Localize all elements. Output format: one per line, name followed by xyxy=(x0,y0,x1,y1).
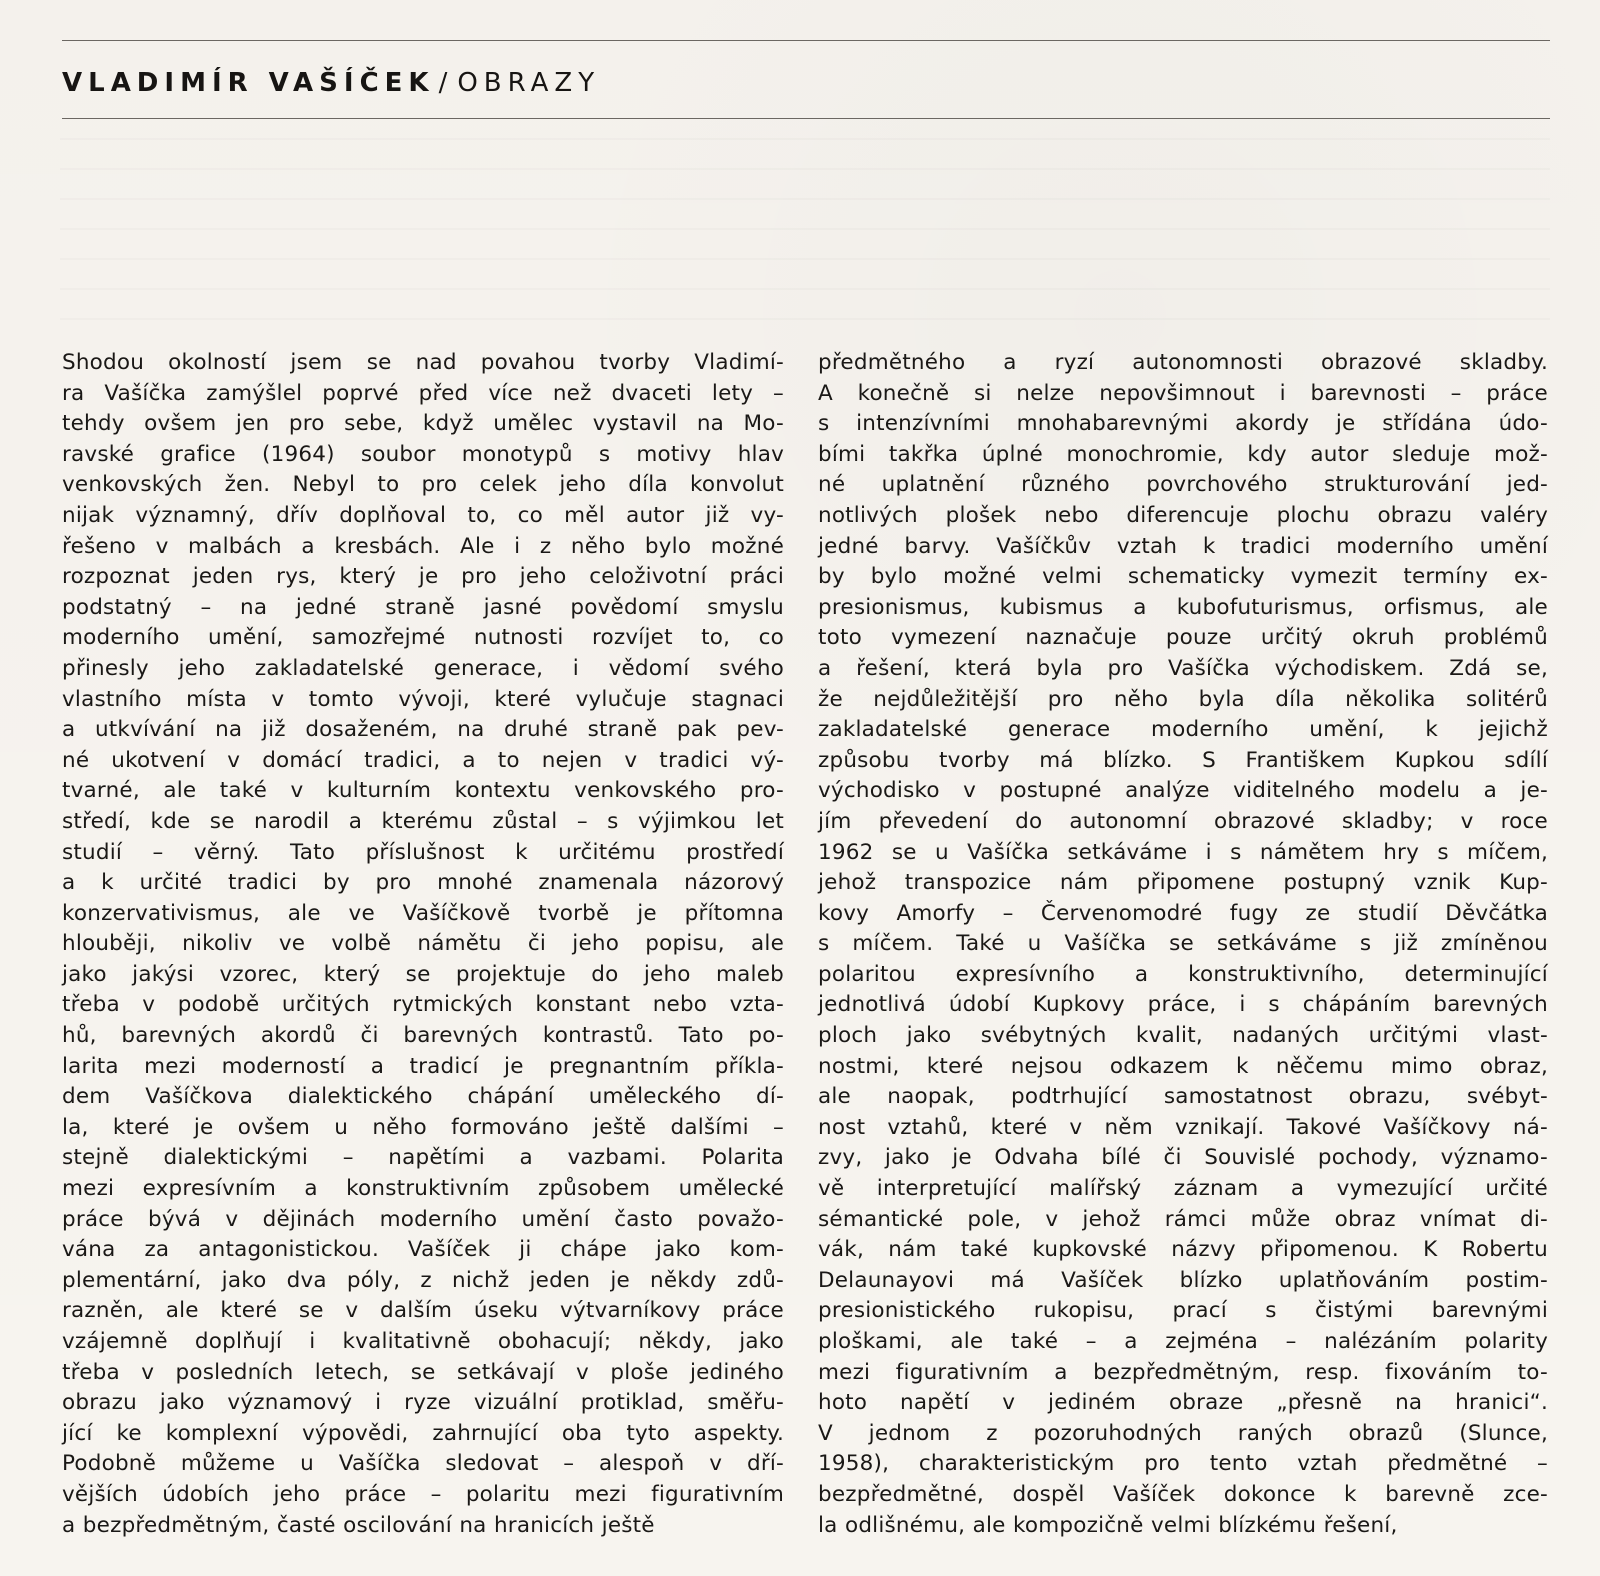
left-text-line: konzervativismus, ale ve Vašíčkově tvorbě je přítomna xyxy=(62,900,784,926)
right-text-line: ploškami, ale také – a zejména – nalézáním polarity xyxy=(818,1329,1548,1354)
right-text-line: sémantické pole, v jehož rámci může obraz vnímat di- xyxy=(818,1206,1548,1232)
left-text-line: rozpoznat jeden rys, který je pro jeho celoživotní práci xyxy=(62,564,784,590)
bleed-through-text xyxy=(60,120,1550,340)
left-text-line: třeba v podobě určitých rytmických konstant nebo vzta- xyxy=(62,992,784,1018)
left-text-line: Shodou okolností jsem se nad povahou tvorby Vladimí- xyxy=(62,350,784,375)
right-text-line: toto vymezení naznačuje pouze určitý okruh problémů xyxy=(818,625,1548,651)
header-separator: / xyxy=(438,68,448,98)
right-text-line: jehož transpozice nám připomene postupný vznik Kup- xyxy=(818,870,1548,896)
right-text-line: Delaunayovi má Vašíček blízko uplatňováním postim- xyxy=(818,1267,1548,1293)
right-text-line: notlivých plošek nebo diferencuje plochu obrazu valéry xyxy=(818,502,1548,528)
header-subject: OBRAZY xyxy=(457,68,601,98)
left-text-line: larita mezi moderností a tradicí je pregnantním příkla- xyxy=(62,1053,784,1079)
left-text-line: tvarné, ale také v kulturním kontextu venkovského pro- xyxy=(62,778,784,804)
left-text-line: jako jakýsi vzorec, který se projektuje do jeho maleb xyxy=(62,961,784,987)
right-text-line: vě interpretující malířský záznam a vymezující určité xyxy=(818,1176,1548,1202)
right-text-line: né uplatnění různého povrchového strukturování jed- xyxy=(818,472,1548,498)
right-text-line: nost vztahů, které v něm vznikají. Takové Vašíčkovy ná- xyxy=(818,1114,1548,1140)
header-bottom-rule xyxy=(62,118,1550,119)
right-text-line: s intenzívními mnohabarevnými akordy je střídána údo- xyxy=(818,411,1548,437)
left-text-line: plementární, jako dva póly, z nichž jeden je někdy zdů- xyxy=(62,1267,784,1293)
left-text-line: vlastního místa v tomto vývoji, které vylučuje stagnaci xyxy=(62,686,784,712)
left-text-line: jící ke komplexní výpovědi, zahrnující oba tyto aspekty. xyxy=(62,1420,784,1446)
right-text-line: ploch jako svébytných kvalit, nadaných určitými vlast- xyxy=(818,1023,1548,1049)
right-text-line: a řešení, která byla pro Vašíčka východiskem. Zdá se, xyxy=(818,655,1548,681)
left-text-line: vána za antagonistickou. Vašíček ji chápe jako kom- xyxy=(62,1237,784,1263)
right-text-line: jedné barvy. Vašíčkův vztah k tradici moderního umění xyxy=(818,533,1548,559)
right-text-line: bími takřka úplné monochromie, kdy autor sleduje mož- xyxy=(818,441,1548,467)
right-text-line: ale naopak, podtrhující samostatnost obrazu, svébyt- xyxy=(818,1084,1548,1110)
right-text-line: 1958), charakteristickým pro tento vztah předmětné – xyxy=(818,1451,1548,1477)
left-text-line: venkovských žen. Nebyl to pro celek jeho díla konvolut xyxy=(62,472,784,498)
right-text-line: jednotlivá údobí Kupkovy práce, i s chápáním barevných xyxy=(818,992,1548,1018)
left-text-line: hlouběji, nikoliv ve volbě námětu či jeho popisu, ale xyxy=(62,931,784,957)
right-text-line: bezpředmětné, dospěl Vašíček dokonce k barevně zce- xyxy=(818,1481,1548,1507)
running-header xyxy=(62,70,600,96)
right-text-line: 1962 se u Vašíčka setkáváme i s námětem hry s míčem, xyxy=(818,839,1548,865)
left-text-line: la, které je ovšem u něho formováno ještě dalšími – xyxy=(62,1114,784,1140)
right-text-line: V jednom z pozoruhodných raných obrazů (Slunce, xyxy=(818,1420,1548,1446)
left-text-line: obrazu jako významový i ryze vizuální protiklad, směřu- xyxy=(62,1390,784,1416)
right-text-line: jím převedení do autonomní obrazové skladby; v roce xyxy=(818,808,1548,834)
right-text-line: předmětného a ryzí autonomnosti obrazové skladby. xyxy=(818,350,1548,375)
right-text-line: hoto napětí v jediném obraze „přesně na hranici“. xyxy=(818,1390,1548,1416)
left-text-line: práce bývá v dějinách moderního umění často považo- xyxy=(62,1206,784,1232)
left-text-line: přinesly jeho zakladatelské generace, i vědomí svého xyxy=(62,655,784,681)
right-text-line: východisko v postupné analýze viditelného modelu a je- xyxy=(818,778,1548,804)
right-text-line: polaritou expresívního a konstruktivního, determinující xyxy=(818,961,1548,987)
left-text-line: třeba v posledních letech, se setkávají v ploše jediného xyxy=(62,1359,784,1385)
left-text-line: středí, kde se narodil a kterému zůstal – s výjimkou let xyxy=(62,808,784,834)
left-text-line: dem Vašíčkova dialektického chápání uměleckého dí- xyxy=(62,1084,784,1110)
left-text-line: nijak významný, dřív doplňoval to, co měl autor již vy- xyxy=(62,502,784,528)
right-text-line: s míčem. Také u Vašíčka se setkáváme s již zmíněnou xyxy=(818,931,1548,957)
header-top-rule xyxy=(62,40,1550,41)
right-text-line: způsobu tvorby má blízko. S Františkem Kupkou sdílí xyxy=(818,747,1548,773)
right-text-line: že nejdůležitější pro něho byla díla několika solitérů xyxy=(818,686,1548,712)
text-column-right xyxy=(818,348,1548,1541)
right-text-line: presionistického rukopisu, prací s čistými barevnými xyxy=(818,1298,1548,1324)
right-text-line: zvy, jako je Odvaha bílé či Souvislé pochody, významo- xyxy=(818,1145,1548,1171)
right-text-line: by bylo možné velmi schematicky vymezit termíny ex- xyxy=(818,564,1548,590)
right-text-line: mezi figurativním a bezpředmětným, resp. fixováním to- xyxy=(818,1359,1548,1385)
left-text-line: podstatný – na jedné straně jasné povědomí smyslu xyxy=(62,594,784,620)
left-text-line: řešeno v malbách a kresbách. Ale i z něho bylo možné xyxy=(62,533,784,559)
left-text-line: moderního umění, samozřejmé nutnosti rozvíjet to, co xyxy=(62,625,784,651)
left-text-line: vzájemně doplňují i kvalitativně obohacují; někdy, jako xyxy=(62,1329,784,1354)
right-text-line: presionismus, kubismus a kubofuturismus, orfismus, ale xyxy=(818,594,1548,620)
right-text-line: vák, nám také kupkovské názvy připomenou. K Robertu xyxy=(818,1237,1548,1263)
left-text-line: a bezpředmětným, časté oscilování na hranicích ještě xyxy=(62,1512,655,1538)
left-text-line: vějších údobích jeho práce – polaritu mezi figurativním xyxy=(62,1481,784,1507)
left-text-line: stejně dialektickými – napětími a vazbami. Polarita xyxy=(62,1145,784,1171)
right-text-line: zakladatelské generace moderního umění, k jejichž xyxy=(818,717,1548,743)
left-text-line: ra Vašíčka zamýšlel poprvé před více než dvaceti lety – xyxy=(62,380,784,406)
left-text-line: razněn, ale které se v dalším úseku výtvarníkovy práce xyxy=(62,1298,784,1324)
left-text-line: né ukotvení v domácí tradici, a to nejen v tradici vý- xyxy=(62,747,784,773)
left-text-line: studií – věrný. Tato příslušnost k určitému prostředí xyxy=(62,839,784,865)
left-text-line: ravské grafice (1964) soubor monotypů s motivy hlav xyxy=(62,441,784,467)
left-text-line: hů, barevných akordů či barevných kontrastů. Tato po- xyxy=(62,1023,784,1049)
author-name: VLADIMÍR VAŠÍČEK xyxy=(62,68,435,98)
right-text-line: nostmi, které nejsou odkazem k něčemu mimo obraz, xyxy=(818,1053,1548,1079)
left-text-line: a k určité tradici by pro mnohé znamenala názorový xyxy=(62,870,784,896)
left-text-line: a utkvívání na již dosaženém, na druhé straně pak pev- xyxy=(62,717,784,743)
left-text-line: Podobně můžeme u Vašíčka sledovat – alespoň v dří- xyxy=(62,1451,784,1477)
right-text-line: kovy Amorfy – Červenomodré fugy ze studií Děvčátka xyxy=(818,900,1548,926)
left-text-line: tehdy ovšem jen pro sebe, když umělec vystavil na Mo- xyxy=(62,411,784,437)
right-text-line: A konečně si nelze nepovšimnout i barevnosti – práce xyxy=(818,380,1548,406)
left-text-line: mezi expresívním a konstruktivním způsobem umělecké xyxy=(62,1176,784,1202)
right-text-line: la odlišnému, ale kompozičně velmi blízkému řešení, xyxy=(818,1512,1398,1538)
text-column-left xyxy=(62,348,784,1541)
